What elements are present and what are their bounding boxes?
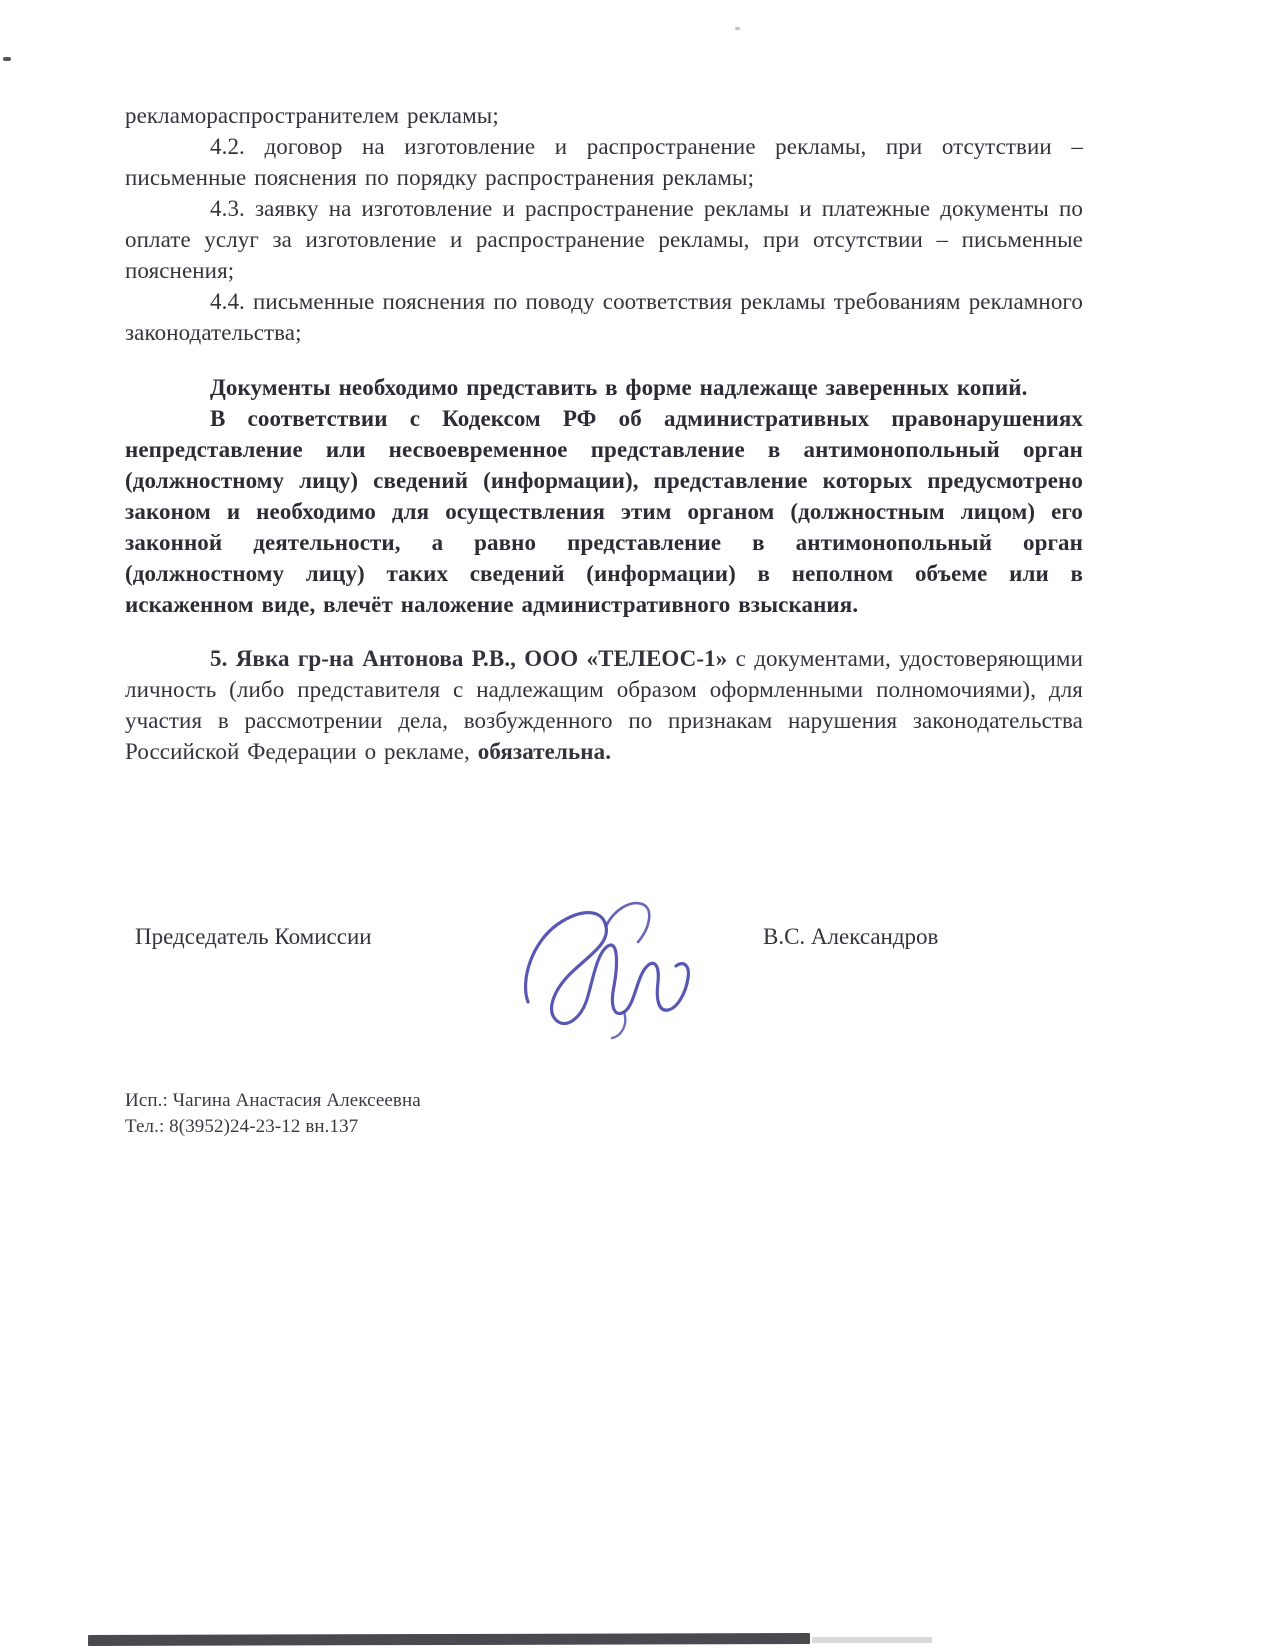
signer-role-label: Председатель Комиссии (135, 924, 372, 949)
handwritten-signature (510, 890, 720, 1040)
paragraph-4-3: 4.3. заявку на изготовление и распространение рекламы и платежные документы по оплате услуг за изготовление и распространение рекламы, при отсутствии – письменные пояснения; (125, 196, 1083, 283)
scan-artifact-mark (3, 57, 11, 61)
executor-block (125, 1088, 421, 1140)
scan-artifact-bottom-bar (88, 1633, 810, 1646)
paragraph-continuation: рекламораспространителем рекламы; (125, 103, 499, 128)
paragraph-5-normal: с документами, удостоверяющими личность (либо представителя с надлежащим образом оформленными полномочиями), для участия в рассмотрении дела, возбужденного по признакам нарушения законодательства Российской Федерации о рекламе, (125, 646, 1083, 764)
paragraph-5-bold-lead: 5. Явка гр-на Антонова Р.В., ООО «ТЕЛЕОС-1» (210, 646, 728, 671)
paragraph-4-2: 4.2. договор на изготовление и распространение рекламы, при отсутствии – письменные пояснения по порядку распространения рекламы; (125, 134, 1083, 190)
signer-name: В.С. Александров (763, 924, 939, 949)
paragraph-documents-notice: Документы необходимо представить в форме надлежаще заверенных копий. (210, 375, 1028, 400)
paragraph-4-4: 4.4. письменные пояснения по поводу соответствия рекламы требованиям рекламного законодательства; (125, 289, 1083, 345)
paragraph-5-attendance (125, 643, 1083, 767)
scan-artifact-speck (735, 27, 740, 30)
paragraph-5-bold-tail: обязательна. (477, 739, 612, 764)
document-body (125, 100, 1083, 767)
executor-name-line: Исп.: Чагина Анастасия Алексеевна (125, 1090, 421, 1111)
paragraph-kodeks-warning: В соответствии с Кодексом РФ об административных правонарушениях непредставление или несвоевременное представление в антимонопольный орган (должностному лицу) сведений (информации), представление которых предусмотрено законом и необходимо для осуществления этим органом (должностным лицом) его законной деятельности, а равно представление в антимонопольный орган (должностному лицу) таких сведений (информации) в неполном объеме или в искаженном виде, влечёт наложение административного взыскания. (125, 406, 1083, 617)
scan-artifact-bottom-streak (812, 1637, 932, 1643)
signature-row (125, 912, 1083, 1052)
executor-phone-line: Тел.: 8(3952)24-23-12 вн.137 (125, 1116, 359, 1137)
